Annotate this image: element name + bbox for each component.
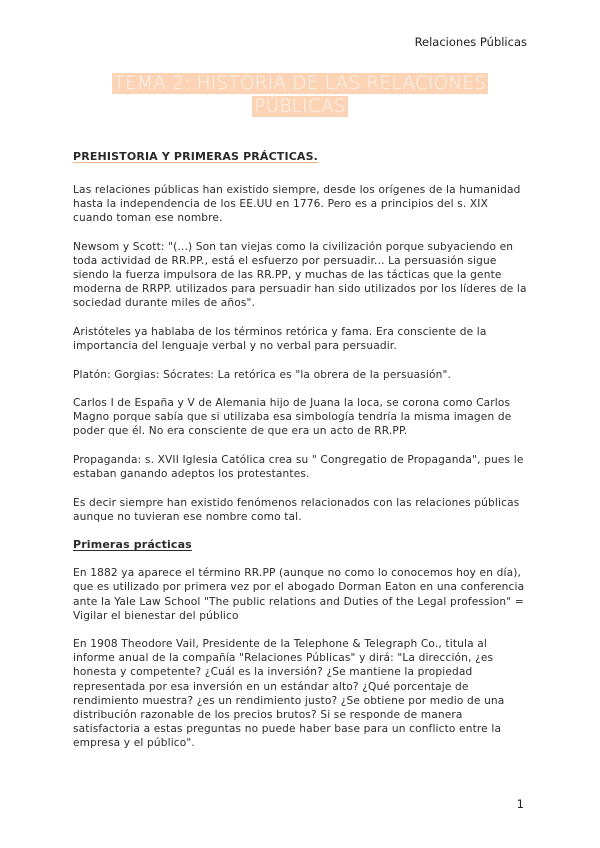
section-heading-prehistory: PREHISTORIA Y PRIMERAS PRÁCTICAS.	[73, 150, 318, 163]
title-line-2: PÚBLICAS	[254, 96, 346, 117]
paragraph: En 1908 Theodore Vail, Presidente de la Telephone & Telegraph Co., titula al informe anual de la compañía "Relaciones Públicas" y dirá: "La dirección, ¿es honesta y competente? ¿Cuál es la inversión? ¿Se mantiene la propiedad representada por esa inversión en un estándar alto? ¿Qué porcentaje de rendimiento muestra? ¿es un rendimiento justo? ¿Se obtiene por medio de una distribución razonable de los precios brutos? Si se responde de manera satisfactoria a estas preguntas no puede haber base para un conflicto entre la empresa y el público".	[73, 638, 505, 749]
document-title	[0, 72, 600, 118]
paragraph: Propaganda: s. XVII Iglesia Católica crea su " Congregatio de Propaganda", pues le estaban ganando adeptos los protestantes.	[73, 453, 524, 480]
paragraph: Las relaciones públicas han existido siempre, desde los orígenes de la humanidad hasta la independencia de los EE.UU en 1776. Pero es a principios del s. XIX cuando toman ese nombre.	[73, 184, 521, 225]
paragraph: Newsom y Scott: "(...) Son tan viejas como la civilización porque subyaciendo en toda actividad de RR.PP., está el esfuerzo por persuadir... La persuasión sigue siendo la fuerza impulsora de las RR.PP, y muchas de las tácticas que la gente moderna de RRPP. utilizados para persuadir han sido utilizados por los líderes de la sociedad durante miles de años".	[73, 240, 527, 310]
paragraph: Platón: Gorgias: Sócrates: La retórica es "la obrera de la persuasión".	[73, 368, 452, 381]
course-header: Relaciones Públicas	[414, 35, 527, 49]
document-body	[73, 150, 529, 765]
paragraph: En 1882 ya aparece el término RR.PP (aunque no como lo conocemos hoy en día), que es utilizado por primera vez por el abogado Dorman Eaton en una conferencia ante la Yale Law School "The public relations and Duties of the Legal profession" = Vigilar el bienestar del público	[73, 567, 525, 622]
paragraph: Aristóteles ya hablaba de los términos retórica y fama. Era consciente de la importancia del lenguaje verbal y no verbal para persuadir.	[73, 325, 487, 352]
paragraph: Es decir siempre han existido fenómenos relacionados con las relaciones públicas aunque no tuvieran ese nombre como tal.	[73, 496, 520, 523]
paragraph: Carlos I de España y V de Alemania hijo de Juana la loca, se corona como Carlos Magno porque sabía que si utilizaba esa simbología tendría la misma imagen de poder que él. No era consciente de que era un acto de RR.PP.	[73, 397, 512, 438]
section-heading-first-practices: Primeras prácticas	[73, 538, 192, 552]
page-number: 1	[516, 797, 524, 811]
title-line-1: TEMA 2: HISTORIA DE LAS RELACIONES	[113, 73, 487, 94]
